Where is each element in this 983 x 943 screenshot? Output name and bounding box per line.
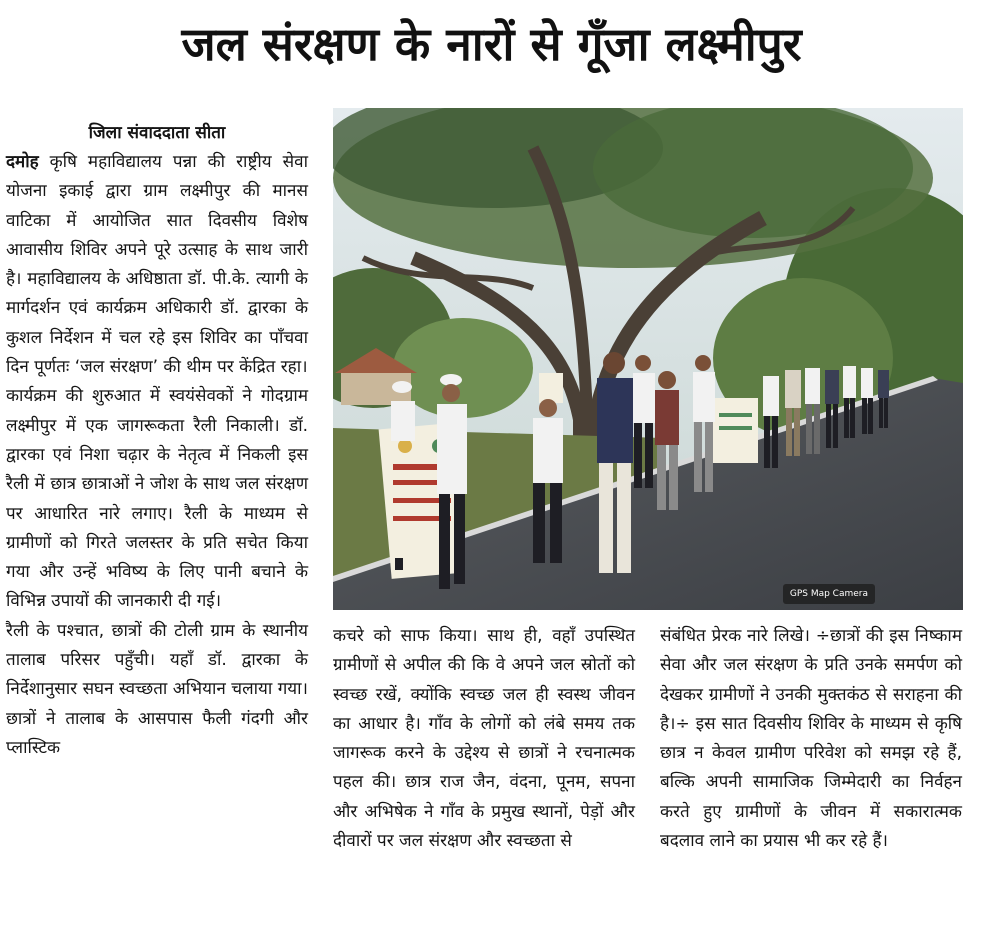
banner-right — [713, 398, 758, 463]
paragraph-4: कचरे को साफ किया। साथ ही, वहाँ उपस्थित ग्रामीणों से अपील की कि वे अपने जल स्रोतों को स्वच्छ रखें, क्योंकि स्वच्छ जल ही स्वस्थ जीवन का आधार है। गाँव के लोगों को लंबे समय तक जागरूक करने के उद्देश्य से छात्रों ने रचनात्मक पहल की। छात्र राज जैन, वंदना, पूनम, सपना और अभिषेक ने गाँव के प्रमुख स्थानों, पेड़ों और दीवारों पर जल संरक्षण और स्वच्छता से — [333, 626, 635, 852]
paragraph-1-text: कृषि महाविद्यालय पन्ना की राष्ट्रीय सेवा योजना इकाई द्वारा ग्राम लक्ष्मीपुर की मानस वाटिका में आयोजित सात दिवसीय विशेष आवासीय शिविर अपने पूरे उत्साह के साथ जारी है। महाविद्यालय के अधिष्ठाता डॉ. पी.के. त्यागी के मार्गदर्शन एवं कार्यक्रम अधिकारी डॉ. द्वारका के कुशल निर्देशन में चल रहे इस शिविर का पाँचवा दिन पूर्णतः ‘जल संरक्षण’ की थीम पर केंद्रित रहा। — [6, 152, 308, 378]
article-column-3 — [660, 622, 962, 856]
paragraph-2: कार्यक्रम की शुरुआत में स्वयंसेवकों ने गोदग्राम लक्ष्मीपुर में एक जागरूकता रैली निकाली। डॉ. द्वारका एवं निशा चढ़ार के नेतृत्व में निकली इस रैली में छात्र छात्राओं ने जोश के साथ जल संरक्षण पर आधारित नारे लगाए। रैली के माध्यम से ग्रामीणों को गिरते जलस्तर के प्रति सचेत किया गया और उन्हें भविष्य के लिए पानी बचाने के विभिन्न उपायों की जानकारी दी गई। — [6, 386, 308, 612]
byline: जिला संवाददाता सीता — [88, 123, 226, 143]
paragraph-1 — [6, 148, 308, 382]
rally-photo-illustration — [333, 108, 963, 610]
dateline: दमोह — [6, 152, 39, 172]
article-column-1 — [6, 118, 308, 763]
paragraph-5: संबंधित प्रेरक नारे लिखे। ÷छात्रों की इस निष्काम सेवा और जल संरक्षण के प्रति उनके समर्पण को देखकर ग्रामीणों ने उनकी मुक्तकंठ से सराहना की है।÷ इस सात दिवसीय शिविर के माध्यम से कृषि छात्र न केवल ग्रामीण परिवेश को समझ रहे हैं, बल्कि अपनी सामाजिक जिम्मेदारी का निर्वहन करते हुए ग्रामीणों के जीवन में सकारात्मक बदलाव लाने का प्रयास भी कर रहे हैं। — [660, 626, 962, 852]
article-column-2 — [333, 622, 635, 856]
headline: जल संरक्षण के नारों से गूँजा लक्ष्मीपुर — [181, 17, 802, 71]
paragraph-3: रैली के पश्चात, छात्रों की टोली ग्राम के स्थानीय तालाब परिसर पहुँची। यहाँ डॉ. द्वारका के निर्देशानुसार सघन स्वच्छता अभियान चलाया गया। छात्रों ने तालाब के आसपास फैली गंदगी और प्लास्टिक — [6, 620, 308, 758]
gps-map-camera-watermark: GPS Map Camera — [783, 584, 875, 604]
rally-photo — [333, 108, 963, 610]
